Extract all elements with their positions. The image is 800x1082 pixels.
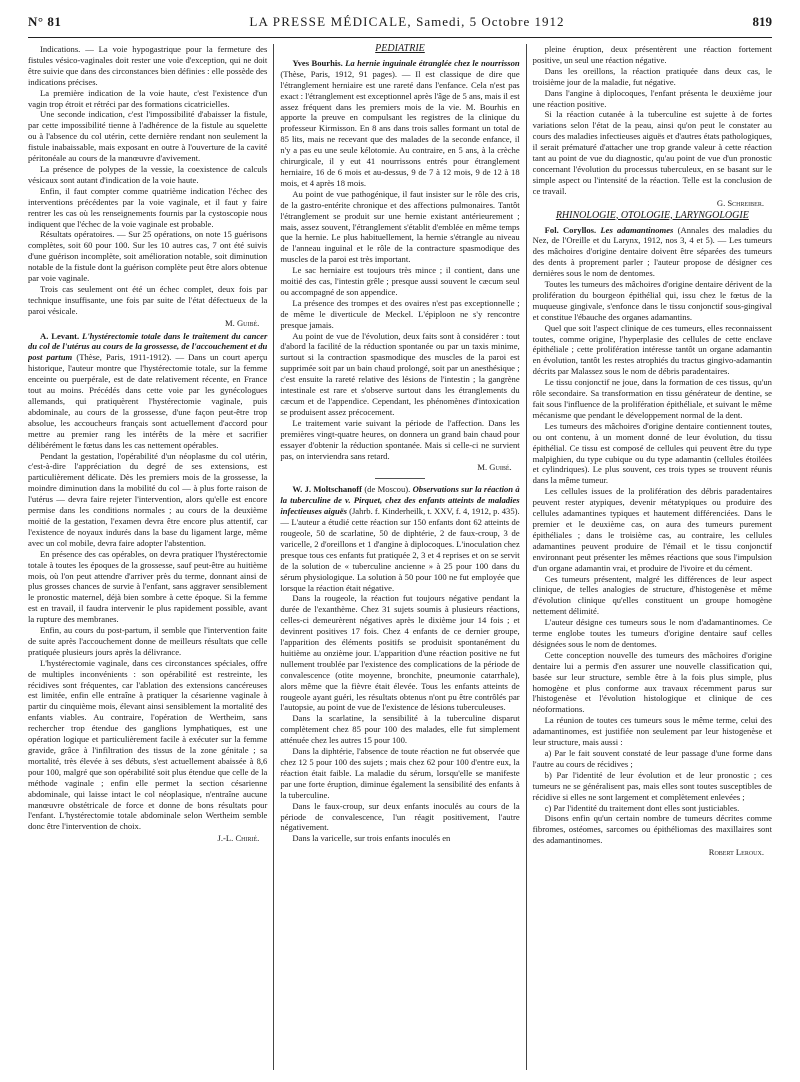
paragraph: Dans l'angine à diplocoques, l'enfant présenta le deuxième jour une réaction positive.	[532, 87, 772, 109]
paragraph: Disons enfin qu'un certain nombre de tumeurs décrites comme fibromes, ostéomes, sarcomes ou épithéliomas des maxillaires sont des adamantinomes.	[532, 813, 772, 846]
page-number: 819	[752, 14, 772, 29]
paragraph: En présence des cas opérables, on devra pratiquer l'hystérectomie totale à toutes les époques de la grossesse, sauf peut-être au huitième mois, où l'on peut attendre d'arriver près du terme, donnant ainsi de plus grosses chances de survie à l'enfant, sans aggraver sensiblement le pronostic maternel, déjà bien sombre à cette époque. Si la femme est en travail, il faudra intervenir le plus rapidement possible, avant la rupture des membranes.	[28, 548, 268, 625]
separator-rule	[375, 478, 425, 479]
abstract-heading	[28, 331, 267, 451]
article-columns	[28, 44, 772, 1070]
paragraph: Dans la varicelle, sur trois enfants inoculés en	[292, 833, 451, 844]
paragraph: Dans la scarlatine, la sensibilité à la tuberculine disparut complètement chez 85 pour 100 des malades, elle fut simplement atténuée chez les autres 15 pour 100.	[280, 713, 520, 746]
abstract-author: A. Levant.	[40, 330, 80, 341]
paragraph: Si la réaction cutanée à la tuberculine est sujette à de fortes variations selon l'état de la peau, ainsi qu'on peut le constater au cours des maladies infectieuses aiguës et d'autres états pathologiques, il serait prématuré d'attacher une trop grande valeur à cette réaction tant au point de vue du diagnostic, qu'au point de vue d'un pronostic concernant l'évolution du processus tuberculeux, en se basant sur le simple aspect ou l'intensité de la réaction. Telle est la conclusion de ce travail.	[532, 109, 772, 196]
paragraph: La première indication de la voie haute, c'est l'existence d'un vagin trop étroit et rétréci par des formations cicatricielles.	[28, 87, 268, 109]
signature: M. Guibé.	[225, 317, 260, 328]
abstract-body: (Jahrb. f. Kinderheilk, t. XXV, f. 4, 1912, p. 435). — L'auteur a étudié cette réaction sur 150 enfants dont 62 atteints de rougeole, 50 de scarlatine, 50 de diphtérie, 2 de faux-croup, 3 de varicelle, 2 d'oreillons et 1 d'angine à diplocoques. L'inoculation chez presque tous ces enfants fut pratiquée 2, 3 et 4 reprises et on se servit de la solution de « tuberculine ancienne » à 25 pour 100 dans du sérum physiologique. La solution à 50 pour 100 ne fut employée que lorsque la réaction était négative.	[280, 506, 520, 593]
abstract-body: (Thèse, Paris, 1911-1912). — Dans un court aperçu historique, l'auteur montre que l'hystérectomie totale, sur la femme enceinte ou puerpérale, est de date relativement récente, en France tout au moins. Précédés dans cette voie par les gynécologues allemands, qui pratiquèrent l'hystérectomie vaginale, puis abdominale, au cours de la grossesse, d'une façon peut-être trop absolue, les accoucheurs français sont actuellement d'accord pour mettre au premier rang les intérêts de la mère et sacrifier délibérément le fœtus dans les cas nettement opérables.	[28, 352, 268, 450]
abstract-title: Observations sur la réaction à la tuberculine de v. Pirquet, chez des enfants atteints de maladies infectieuses aiguës	[280, 484, 520, 517]
column-1	[28, 44, 273, 1070]
column-2	[273, 44, 525, 1070]
section-heading: RHINOLOGIE, OTOLOGIE, LARYNGOLOGIE	[555, 209, 749, 221]
paragraph: Pendant la gestation, l'opérabilité d'un néoplasme du col utérin, c'est-à-dire l'appréciation du degré de ses extensions, est particulièrement délicate. Dès les premiers mois de la grossesse, la moindre diminution dans la mobilité du col — à plus forte raison de l'utérus — devra faire rejeter l'intervention, alors qu'elle est encore permise dans les conditions normales ; au cours de la deuxième moitié de la gestation, l'examen devra être encore plus attentif, car l'existence de noyaux indurés dans la base du ligament large, même avec un col mobile, devra faire adopter l'abstention.	[28, 450, 268, 548]
paragraph: La réunion de toutes ces tumeurs sous le même terme, celui des adamantinomes, est justifiée non seulement par leur histogenèse et leur structure, mais aussi :	[532, 715, 772, 748]
paragraph: Dans les oreillons, la réaction pratiquée dans deux cas, le troisième jour de la maladie, fut négative.	[532, 65, 772, 87]
abstract-author: Yves Bourhis.	[292, 57, 343, 68]
paragraph: Une seconde indication, c'est l'impossibilité d'abaisser la fistule, par cette impossibilité tienne à l'adhérence de la fistule au squelette ou à l'absence du col utérin, cette dernière rendant non seulement la fistule inabaissable, mais exposant en outre à l'ouverture de la cavité péritonéale au cours de la manœuvre d'avivement.	[28, 109, 268, 164]
abstract-heading	[533, 225, 772, 280]
paragraph: Résultats opératoires. — Sur 25 opérations, on note 15 guérisons complètes, soit 60 pour 100. Sur les 10 autres cas, 7 ont été suivis d'une guérison incomplète, soit amélioration notable, soit diminution notable de la fistule dont la guérison complète peut être alors obtenue par voie vaginale.	[28, 229, 268, 284]
abstract-title: La hernie inguinale étranglée chez le nourrisson	[345, 57, 520, 68]
abstract-location: (de Moscou).	[364, 484, 411, 495]
signature: J.-L. Chirié.	[217, 833, 260, 844]
list-item: b) Par l'identité de leur évolution et de leur pronostic ; ces tumeurs ne se généralisent pas, mais elles sont toutes susceptibles de récidive si elles ne sont largement et complètement enlevées ;	[532, 769, 772, 802]
abstract-heading	[280, 58, 519, 189]
paragraph: Quel que soit l'aspect clinique de ces tumeurs, elles reconnaissent toutes, comme origine, l'hyperplasie des cellules de cette enclave épithéliale ; cette prolifération intéresse tantôt un organe adamantin en évolution, tantôt les restes atrophiés du tractus gingivo-adamantin décrits par Malassez sous le nom de débris paradentaires.	[532, 322, 772, 377]
paragraph: Dans la rougeole, la réaction fut toujours négative pendant la durée de l'exanthème. Chez 31 sujets soumis à plusieurs réactions, celles-ci demeurèrent négatives après le dixième jour 14 fois ; et devinrent positives 17 fois. Chez 4 enfants de ce dernier groupe, l'apparition des éléments positifs se produisit spontanément du huitième au onzième jour. L'apparition d'une réaction positive ne fut nullement troublée par l'existence des complications de la période de convalescence (otite moyenne, bronchite, pneumonie catarrhale), alors même que la fièvre était élevée. Tous les enfants atteints de rougeole ayant guéri, les résultats obtenus n'ont pu être contrôlés par l'autopsie, au point de vue de l'existence de lésions tuberculeuses.	[280, 593, 520, 713]
paragraph: Enfin, il faut compter comme quatrième indication l'échec des interventions précédentes par la voie vaginale, et il faut y faire rentrer les cas où les renseignements fournis par la cystoscopie nous indiquent que l'échec de la voie vaginale est probable.	[28, 185, 268, 229]
paragraph: Les cellules issues de la prolifération des débris paradentaires peuvent rester atypiques, devenir métatypiques ou produire des cellules adamantines typiques et hautement différenciées. Dans le premier et le deuxième cas, on aura des tumeurs purement épithéliales ; dans le troisième cas, au contraire, les cellules adamantines peuvent produire de l'émail et le tissu conjonctif environnant peut présenter les mêmes réactions que sous l'impulsion d'un organe adamantin vrai, et produire de l'ivoire et du cément.	[532, 486, 772, 573]
paragraph: Cette conception nouvelle des tumeurs des mâchoires d'origine dentaire lui a permis d'en assurer une nouvelle classification qui, basée sur leur structure, semble être à la fois plus simple, plus homogène et plus conforme aux travaux récemment parus sur l'histogenèse et l'évolution histologique et clinique de ces néoformations.	[532, 649, 772, 715]
abstract-title: Les adamantinomes	[600, 224, 674, 235]
journal-title-line	[249, 14, 564, 30]
paragraph: Le sac herniaire est toujours très mince ; il contient, dans une moitié des cas, l'intestin grêle ; presque aussi souvent le cæcum seul ou accompagné de son appendice.	[280, 265, 520, 297]
abstract-body: (Annales des maladies du Nez, de l'Oreille et du Larynx, 1912, nos 3, 4 et 5). — Les tumeurs des mâchoires d'origine dentaire doivent être séparées des tumeurs des dents à proprement parler ; l'auteur propose de désigner ces dernières sous le nom de dentomes.	[532, 224, 772, 279]
abstract-author: Fol. Coryllos.	[544, 224, 597, 235]
section-heading: PÉDIATRIE	[375, 44, 425, 54]
running-header	[28, 14, 772, 38]
paragraph: pleine éruption, deux présentèrent une réaction fortement positive, un seul une réaction négative.	[532, 44, 772, 65]
paragraph: Le tissu conjonctif ne joue, dans la formation de ces tissus, qu'un rôle secondaire. Sa transformation en tissu générateur de dentine, se fait sous l'influence de la prolifération épithéliale, et suivant le même mécanisme que pendant le développement normal de la dent.	[532, 377, 772, 420]
paragraph: Ces tumeurs présentent, malgré les différences de leur aspect clinique, de telles analogies de structure, d'histogenèse et même d'évolution clinique qu'elles constituent un groupe homogène nettement délimité.	[532, 573, 772, 617]
abstract-heading	[280, 484, 519, 593]
paragraph: Dans le faux-croup, sur deux enfants inoculés au cours de la période de convalescence, l'un réagit positivement, l'autre négativement.	[280, 800, 520, 833]
abstract-author: W. J. Moltschanoff	[292, 484, 363, 495]
paragraph: Les tumeurs des mâchoires d'origine dentaire contiennent toutes, ou ont contenu, à un moment donné de leur évolution, du tissu épithélial. Ce tissu est composé de cellules qui peuvent être du type malpighien, du type cubique ou du type adamantin (cellules étoilées et cylindriques). Le plus souvent, ces trois types se trouvent réunis dans la même tumeur.	[532, 420, 772, 486]
paragraph: Le traitement varie suivant la période de l'affection. Dans les premières vingt-quatre heures, on donnera un grand bain chaud pour essayer d'obtenir la réduction spontanée. Mais si celle-ci ne survient pas, on interviendra sans retard.	[280, 417, 520, 461]
paragraph: La présence des trompes et des ovaires n'est pas exceptionnelle ; de même le diverticule de Meckel. L'épiploon ne s'y rencontre presque jamais.	[280, 297, 520, 330]
abstract-title: L'hystérectomie totale dans le traitement du cancer du col de l'utérus au cours de la grossesse, de l'accouchement et du post partum	[28, 330, 268, 363]
signature: Robert Leroux.	[708, 847, 764, 858]
paragraph: Trois cas seulement ont été un échec complet, deux fois par technique insuffisante, une fois par suite de l'état défectueux de la paroi vésicale.	[28, 283, 268, 316]
paragraph: La présence de polypes de la vessie, la coexistence de calculs vésicaux sont autant d'indication de la voie haute.	[28, 163, 268, 185]
list-item: c) Par l'identité du traitement dont elles sont justiciables.	[544, 802, 740, 813]
paragraph: L'auteur désigne ces tumeurs sous le nom d'adamantinomes. Ce terme englobe toutes les tumeurs d'origine dentaire sauf celles désignées sous le nom de dentomes.	[532, 617, 772, 649]
paragraph: Enfin, au cours du post-partum, il semble que l'intervention faite de suite après l'accouchement donne de meilleurs résultats que celle pratiquée plusieurs jours après la délivrance.	[28, 625, 268, 657]
column-3	[526, 44, 772, 1070]
paragraph: Dans la diphtérie, l'absence de toute réaction ne fut observée que chez 12 5 pour 100 des sujets ; mais chez 62 pour 100 d'entre eux, la réaction était faible. La maladie du sérum, lorsqu'elle se manifeste par une forte éruption, diminue également la sensibilité des enfants à la tuberculine.	[280, 746, 520, 800]
abstract-body: (Thèse, Paris, 1912, 91 pages). — Il est classique de dire que l'étranglement herniaire est une rareté dans l'enfance. Cela n'est pas exact : l'étranglement est exceptionnel après l'âge de 5 ans, mais il est assez fréquent dans les premiers mois de la vie. M. Bourhis en apporte la preuve en compulsant les registres de la clinique du professeur Kirmisson. En 8 ans dans trois salles formant un total de 85 lits, mais ne recevant que des malades de la seconde enfance, il n'y a pas eu une seule kélotomie. Au contraire, en 5 ans, à la crèche chirurgicale, il y eut 41 nourrissons entrés pour étranglement herniaire, 16 de 6 mois et au-dessus, 9 de 7 à 12 mois, 9 de 12 à 18 mois, et 4 après 18 mois.	[280, 68, 520, 188]
signature: M. Guibé.	[477, 462, 512, 473]
issue-date: Samedi, 5 Octobre 1912	[416, 14, 565, 29]
list-item: a) Par le fait souvent constaté de leur passage d'une forme dans l'autre au cours de récidives ;	[532, 748, 772, 769]
signature: G. Schreiber.	[716, 197, 764, 208]
paragraph: Au point de vue pathogénique, il faut insister sur le rôle des cris, de la gastro-entérite chronique et des affections pulmonaires. Tantôt l'étranglement se produit sur une hernie existant antérieurement ; mais, assez souvent, l'étranglement s'établit d'emblée en même temps que la hernie. Le plus habituellement, la hernie s'étrangle au niveau de l'anneau inguinal et le rôle de la contracture spasmodique des muscles de la paroi est très important.	[280, 188, 520, 265]
paragraph: Au point de vue de l'évolution, deux faits sont à considérer : tout d'abord la facilité de la réduction spontanée ou par un taxis minime, surtout si la contraction spasmodique des muscles de la paroi est supprimée soit par un bain chaud prolongé, soit par un anesthésique ; c'est ensuite la rareté relative des lésions de l'intestin ; la gangrène intestinale est rare et s'observe surtout dans les étranglements du cæcum et de l'appendice. Cependant, les phénomènes d'intoxication se produisent assez précocement.	[280, 330, 520, 417]
paragraph: Toutes les tumeurs des mâchoires d'origine dentaire dérivent de la prolifération du bourgeon épithélial qui, issu chez le fœtus de la muqueuse gingivale, s'enfonce dans le tissu conjonctif sous-gingival et constitue l'ébauche des organes adamantins.	[532, 279, 772, 322]
paragraph: Indications. — La voie hypogastrique pour la fermeture des fistules vésico-vaginales doit rester une voie d'exception, qui ne doit être suivie que dans des circonstances bien définies : elle possède des indications précises.	[28, 44, 268, 87]
issue-number: N° 81	[28, 14, 62, 29]
paragraph: L'hystérectomie vaginale, dans ces circonstances spéciales, offre de multiples inconvénients : son opérabilité est restreinte, les récidives sont fréquentes, car l'ablation des extensions cancéreuses est limitée, enfin elle entraîne à pratiquer la césarienne vaginale à partir du cinquième mois, élevant ainsi sensiblement la mortalité des enfants viables. Au contraire, l'opération de Wertheim, sans rechercher trop étendue des ganglions lymphatiques, est une opération logique et particulièrement facile à exécuter sur la femme gravide, grâce à l'infiltration des tissus de la zone génitale ; sa mortalité, très élevée à ses débuts, s'est actuellement abaissée à 8,6 pour 100, malgré que son opérabilité soit plus étendue que celle de la méthode vaginale ; enfin elle permet la section césarienne abdominale, qui laisse intact le col néoplasique, n'entraîne aucune manœuvre obstétricale de force et donne de bons résultats pour l'enfant. L'hystérectomie totale abdominale selon Wertheim semble donc être l'intervention de choix.	[28, 657, 268, 832]
journal-title: LA PRESSE MÉDICALE,	[249, 14, 412, 29]
